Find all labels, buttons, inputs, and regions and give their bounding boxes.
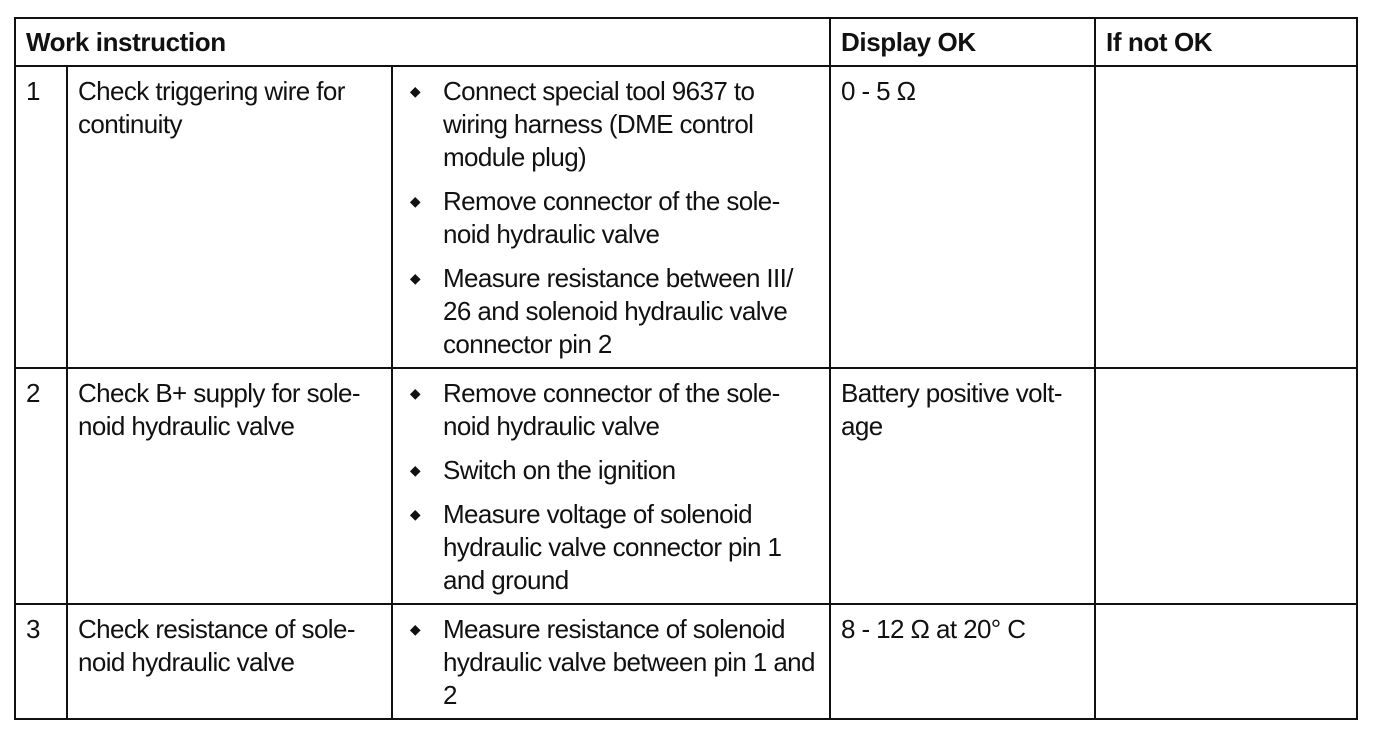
- table-header-row: [15, 18, 1357, 66]
- step-text: Remove connector of the sole-noid hydraulic valve: [443, 378, 780, 441]
- header-if-not-ok: If not OK: [1095, 18, 1357, 66]
- list-item: [403, 454, 819, 487]
- if-not-ok-value: [1095, 66, 1357, 368]
- list-item: [403, 75, 819, 174]
- step-text: Connect special tool 9637 to wiring harness (DME control module plug): [443, 76, 755, 172]
- step-number: 3: [15, 604, 67, 719]
- list-item: [403, 262, 819, 361]
- step-list-cell: [392, 604, 830, 719]
- step-text: Remove connector of the sole-noid hydraulic valve: [443, 186, 780, 249]
- step-text: Measure resistance between III/ 26 and solenoid hydraulic valve connector pin 2: [443, 263, 793, 359]
- diamond-bullet-icon: ◆: [409, 462, 421, 478]
- step-list: [403, 613, 819, 712]
- list-item: [403, 377, 819, 443]
- diamond-bullet-icon: ◆: [409, 83, 421, 99]
- diamond-bullet-icon: ◆: [409, 270, 421, 286]
- work-instruction-table: [14, 17, 1358, 720]
- diamond-bullet-icon: ◆: [409, 506, 421, 522]
- step-number: 2: [15, 368, 67, 604]
- task-description: Check triggering wire for continuity: [67, 66, 392, 368]
- step-list-cell: [392, 368, 830, 604]
- step-list: [403, 377, 819, 597]
- step-text: Measure resistance of solenoid hydraulic valve between pin 1 and 2: [443, 614, 815, 710]
- diamond-bullet-icon: ◆: [409, 193, 421, 209]
- task-description: Check B+ supply for sole-noid hydraulic valve: [67, 368, 392, 604]
- list-item: [403, 498, 819, 597]
- table-row: [15, 368, 1357, 604]
- if-not-ok-value: [1095, 604, 1357, 719]
- table-row: [15, 66, 1357, 368]
- list-item: [403, 185, 819, 251]
- display-ok-value: Battery positive volt-age: [830, 368, 1095, 604]
- if-not-ok-value: [1095, 368, 1357, 604]
- display-ok-value: 8 - 12 Ω at 20° C: [830, 604, 1095, 719]
- display-ok-value: 0 - 5 Ω: [830, 66, 1095, 368]
- header-work-instruction: Work instruction: [15, 18, 830, 66]
- step-number: 1: [15, 66, 67, 368]
- task-description: Check resistance of sole-noid hydraulic valve: [67, 604, 392, 719]
- step-list-cell: [392, 66, 830, 368]
- step-text: Measure voltage of solenoid hydraulic valve connector pin 1 and ground: [443, 499, 782, 595]
- diamond-bullet-icon: ◆: [409, 621, 421, 637]
- step-text: Switch on the ignition: [443, 455, 676, 485]
- header-display-ok: Display OK: [830, 18, 1095, 66]
- table-row: [15, 604, 1357, 719]
- step-list: [403, 75, 819, 361]
- list-item: [403, 613, 819, 712]
- diamond-bullet-icon: ◆: [409, 385, 421, 401]
